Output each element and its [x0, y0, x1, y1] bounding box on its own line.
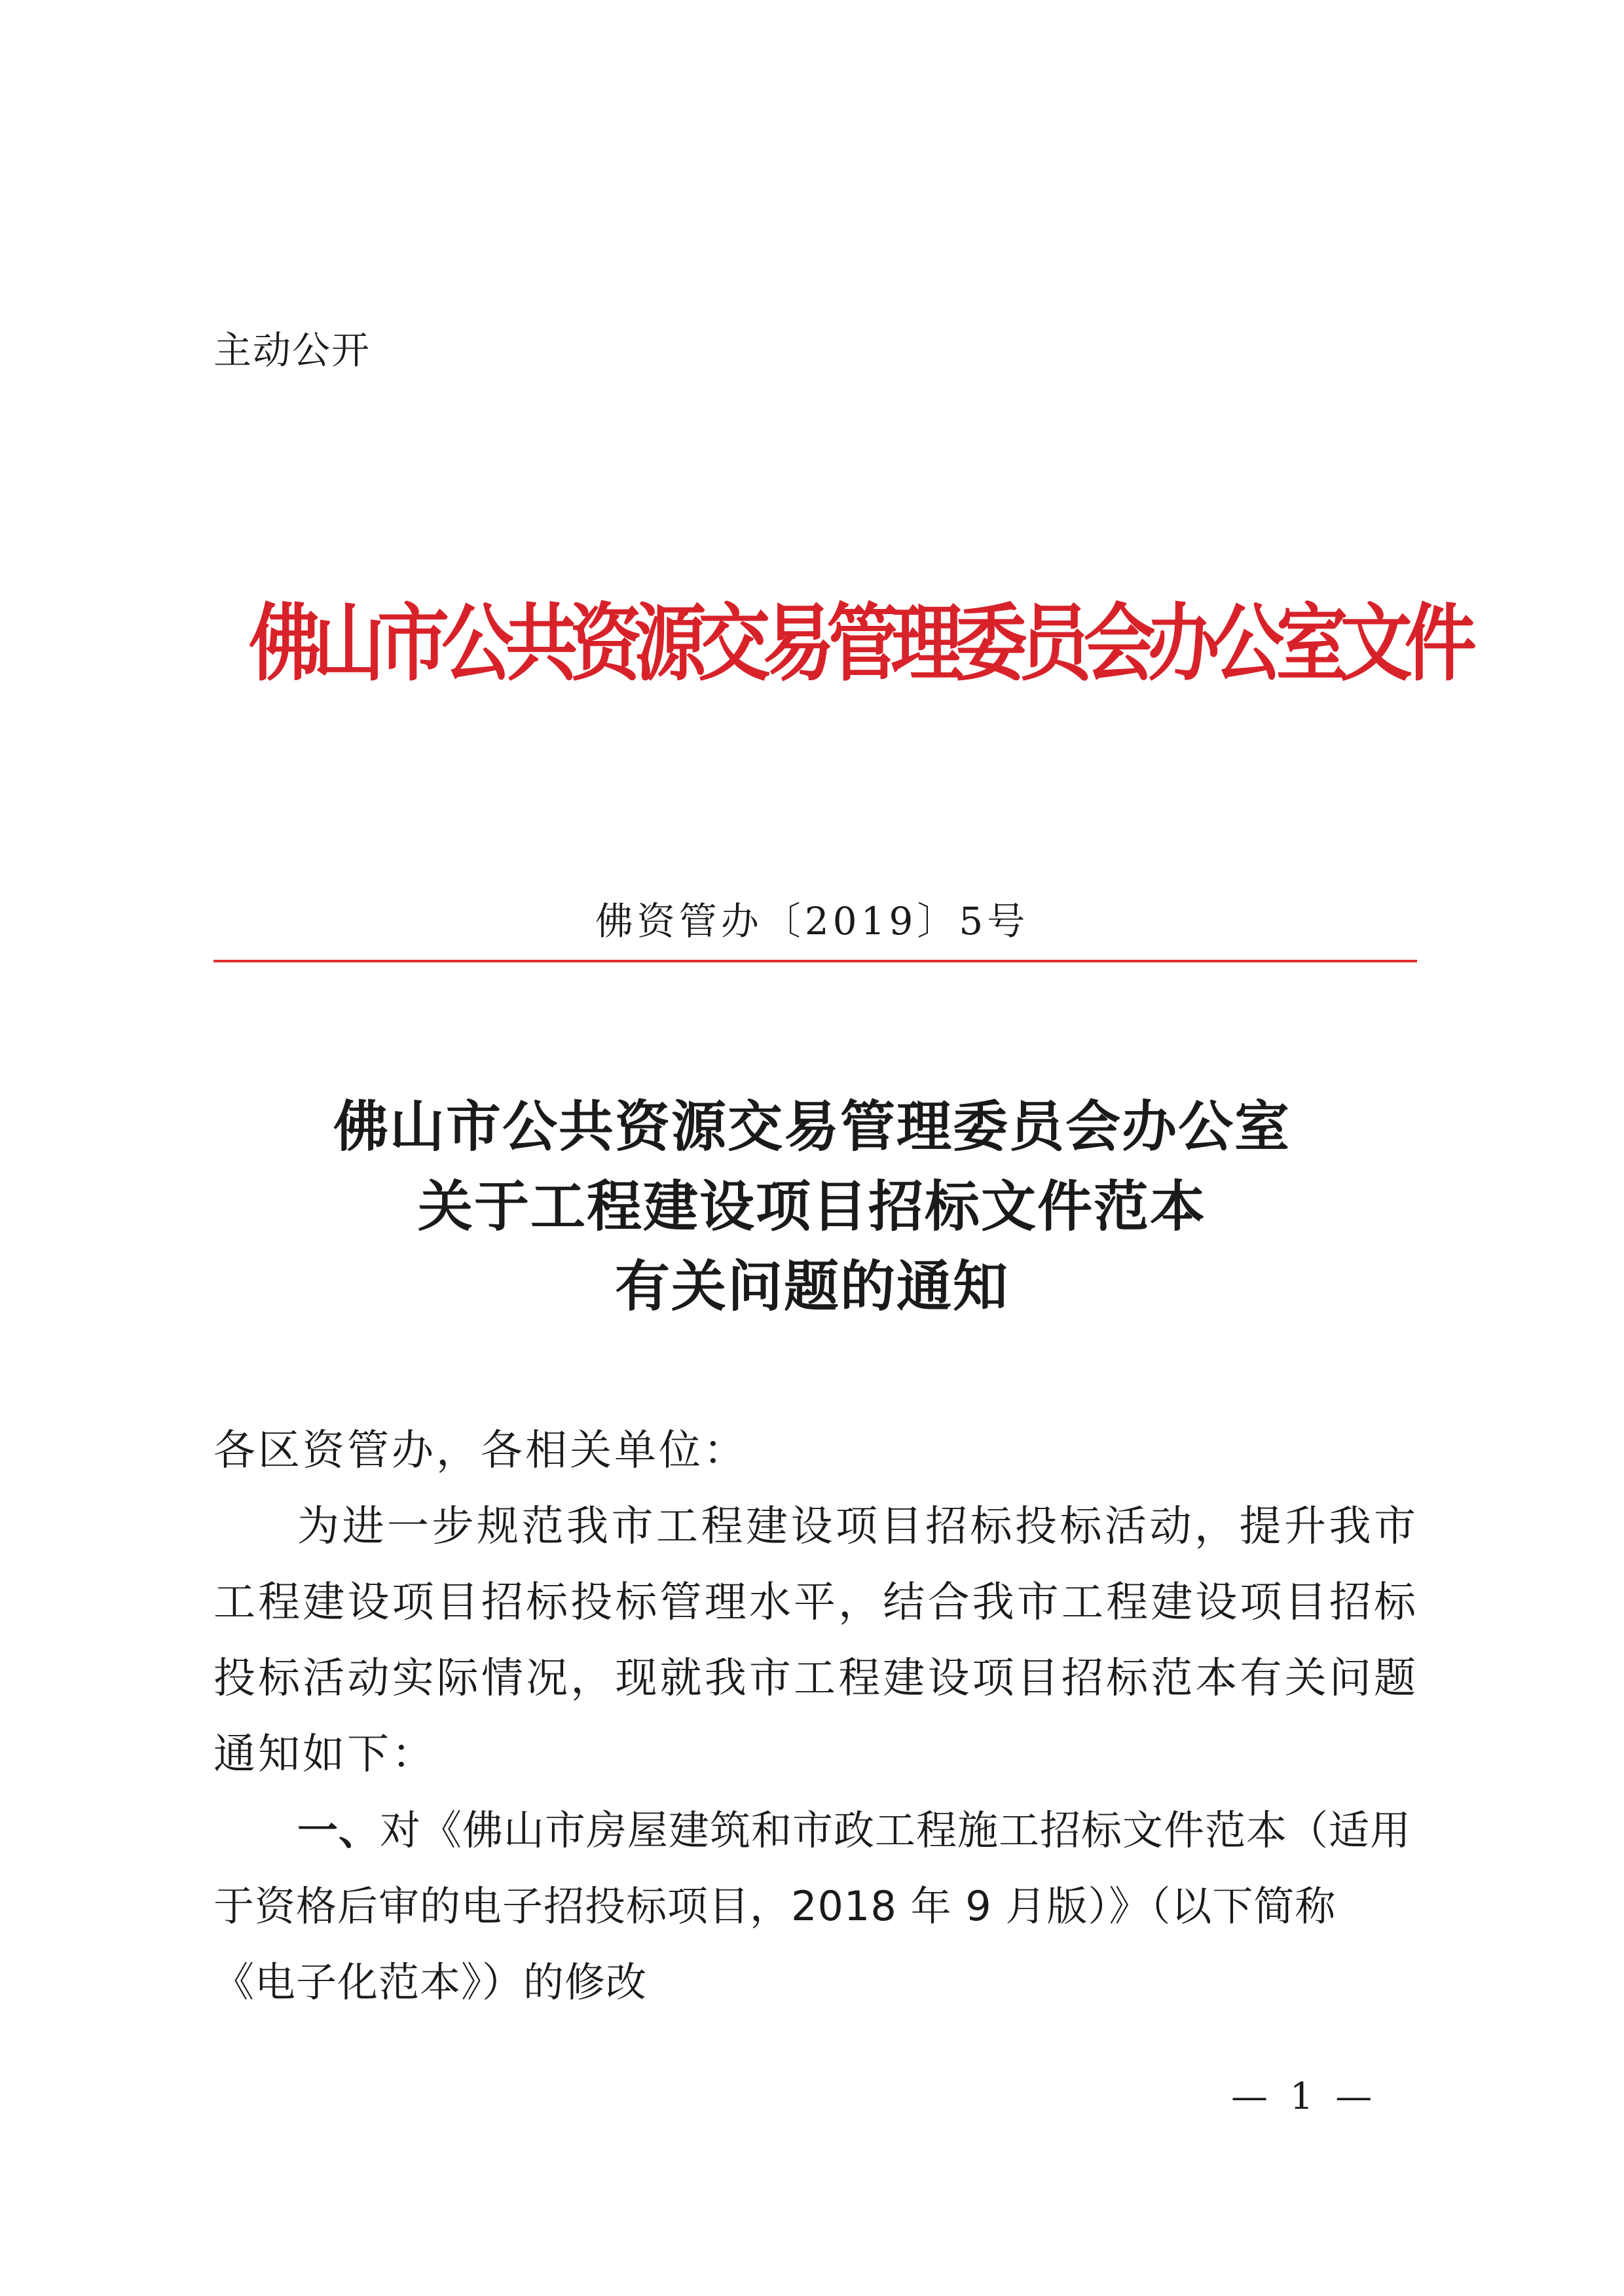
salutation: 各区资管办，各相关单位： [213, 1427, 748, 1475]
page-number: — 1 — [1231, 2075, 1378, 2118]
title-line-1: 佛山市公共资源交易管理委员会办公室 [333, 1094, 1291, 1159]
masthead-title: 佛山市公共资源交易管理委员会办公室文件 [249, 594, 1469, 693]
disclosure-label: 主动公开 [213, 328, 371, 373]
section-1-heading [213, 1793, 1418, 2020]
intro-paragraph: 为进一步规范我市工程建设项目招标投标活动，提升我市工程建设项目招标投标管理水平，结合我市工程建设项目招标投标活动实际情况，现就我市工程建设项目招标范本有关问题通知如下： [213, 1503, 1418, 1779]
title-line-2: 关于工程建设项目招标文件范本 [417, 1174, 1206, 1239]
red-divider [213, 960, 1417, 962]
notice-body [213, 1413, 1418, 2020]
title-line-3: 有关问题的通知 [614, 1254, 1009, 1319]
notice-title [0, 1087, 1624, 1326]
section-1-text: 对《佛山市房屋建筑和市政工程施工招标文件范本（适用于资格后审的电子招投标项目，2018 年 9 月版）》（以下简称《电子化范本》）的修改 [213, 1806, 1412, 2006]
section-1-number: 一、 [297, 1806, 380, 1854]
document-number: 佛资管办〔2019〕5号 [595, 899, 1029, 943]
